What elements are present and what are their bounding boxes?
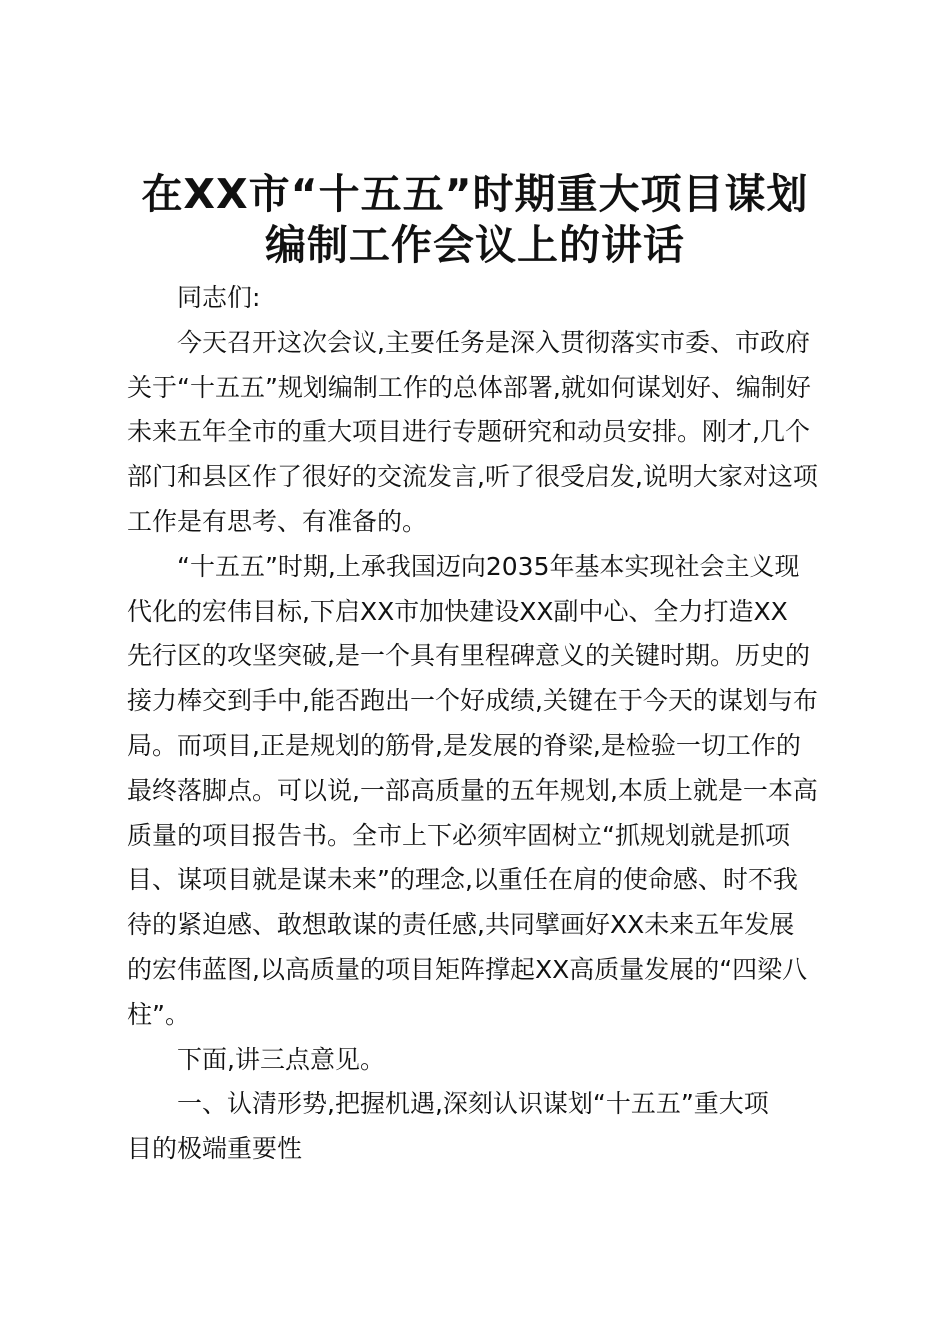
paragraph-2-line-11: 柱”。: [127, 999, 190, 1029]
document-title-line-2: 编制工作会议上的讲话: [265, 221, 685, 269]
paragraph-2-line-8: 目、谋项目就是谋未来”的理念,以重任在肩的使命感、时不我: [127, 865, 798, 895]
paragraph-2-line-7: 质量的项目报告书。全市上下必须牢固树立“抓规划就是抓项: [127, 820, 790, 850]
paragraph-2-line-1: “十五五”时期,上承我国迈向2035年基本实现社会主义现: [177, 551, 800, 581]
paragraph-2-line-6: 最终落脚点。可以说,一部高质量的五年规划,本质上就是一本高: [127, 775, 818, 805]
paragraph-2-line-4: 接力棒交到手中,能否跑出一个好成绩,关键在于今天的谋划与布: [127, 686, 818, 716]
paragraph-1-line-3: 未来五年全市的重大项目进行专题研究和动员安排。刚才,几个: [127, 417, 810, 447]
paragraph-1-line-2: 关于“十五五”规划编制工作的总体部署,就如何谋划好、编制好: [127, 372, 811, 402]
paragraph-2-line-5: 局。而项目,正是规划的筋骨,是发展的脊梁,是检验一切工作的: [127, 730, 801, 760]
paragraph-2-line-2: 代化的宏伟目标,下启XX市加快建设XX副中心、全力打造XX: [127, 596, 788, 626]
paragraph-1-line-1: 今天召开这次会议,主要任务是深入贯彻落实市委、市政府: [177, 327, 810, 357]
paragraph-2-line-3: 先行区的攻坚突破,是一个具有里程碑意义的关键时期。历史的: [127, 641, 810, 671]
salutation: 同志们:: [177, 283, 261, 312]
document-body: [127, 276, 837, 1172]
document-title-line-1: 在XX市“十五五”时期重大项目谋划: [141, 170, 809, 218]
paragraph-1-line-5: 工作是有思考、有准备的。: [127, 506, 428, 536]
paragraph-2-line-10: 的宏伟蓝图,以高质量的项目矩阵撑起XX高质量发展的“四梁八: [127, 954, 808, 984]
section-heading-1-line-2: 目的极端重要性: [127, 1134, 303, 1164]
paragraph-2-line-9: 待的紧迫感、敢想敢谋的责任感,共同擘画好XX未来五年发展: [127, 910, 795, 940]
paragraph-1-line-4: 部门和县区作了很好的交流发言,听了很受启发,说明大家对这项: [127, 462, 818, 492]
section-heading-1-line-1: 一、认清形势,把握机遇,深刻认识谋划“十五五”重大项: [177, 1089, 769, 1119]
paragraph-3-line-1: 下面,讲三点意见。: [177, 1044, 385, 1074]
